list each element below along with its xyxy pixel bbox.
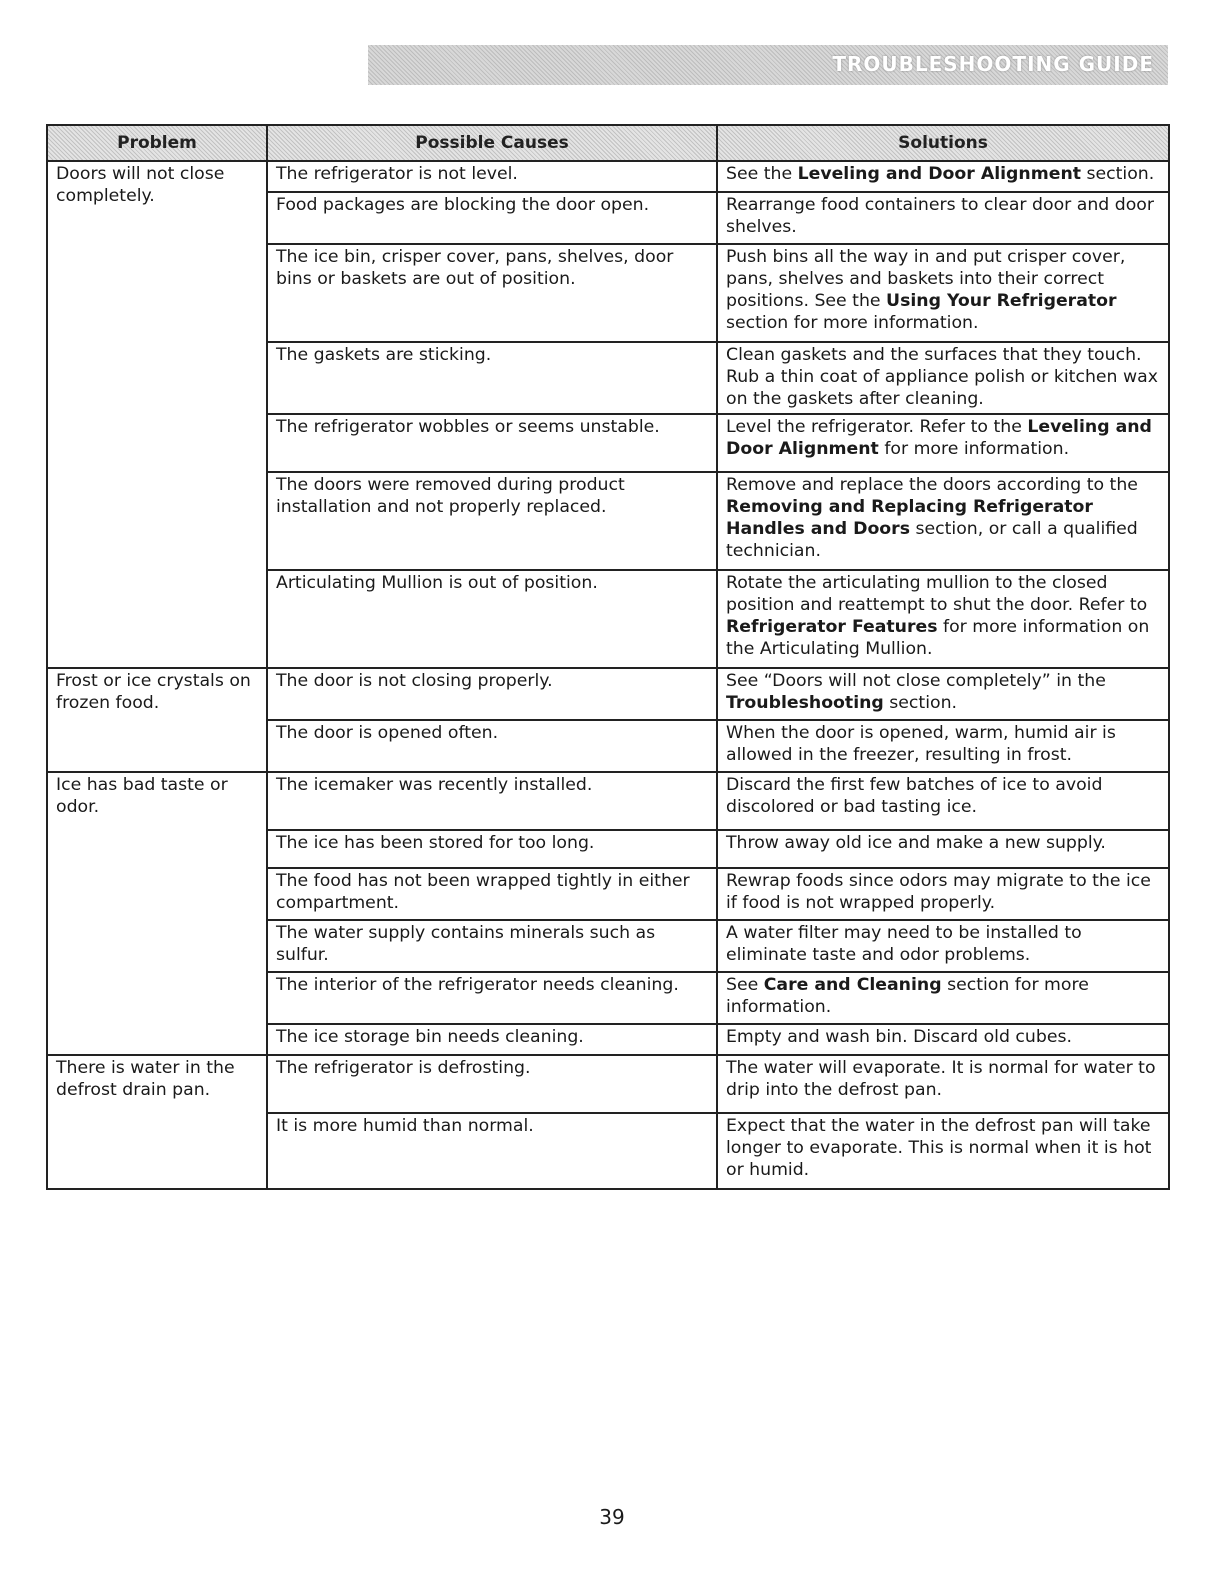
cause-cell: The icemaker was recently installed. xyxy=(267,772,717,830)
solution-text: section. xyxy=(883,693,958,713)
solution-cell xyxy=(717,570,1169,668)
solution-cell: Throw away old ice and make a new supply. xyxy=(717,830,1169,868)
table-row xyxy=(47,1055,1169,1113)
column-header-problem: Problem xyxy=(47,125,267,161)
problem-cell: Doors will not close completely. xyxy=(47,161,267,668)
cause-cell: The ice bin, crisper cover, pans, shelves, door bins or baskets are out of position. xyxy=(267,244,717,342)
cause-cell: Articulating Mullion is out of position. xyxy=(267,570,717,668)
cause-cell: The interior of the refrigerator needs cleaning. xyxy=(267,972,717,1024)
section-reference: Care and Cleaning xyxy=(763,975,942,995)
solution-text: Rotate the articulating mullion to the closed position and reattempt to shut the door. Refer to xyxy=(726,573,1148,615)
solution-cell xyxy=(717,972,1169,1024)
problem-cell: Frost or ice crystals on frozen food. xyxy=(47,668,267,772)
section-reference: Troubleshooting xyxy=(726,693,884,713)
solution-cell xyxy=(717,414,1169,472)
problem-cell: There is water in the defrost drain pan. xyxy=(47,1055,267,1189)
cause-cell: The door is not closing properly. xyxy=(267,668,717,720)
cause-cell: It is more humid than normal. xyxy=(267,1113,717,1189)
solution-cell xyxy=(717,668,1169,720)
cause-cell: The food has not been wrapped tightly in either compartment. xyxy=(267,868,717,920)
cause-cell: The ice has been stored for too long. xyxy=(267,830,717,868)
table-row xyxy=(47,668,1169,720)
cause-cell: The gaskets are sticking. xyxy=(267,342,717,414)
solution-cell: Discard the first few batches of ice to avoid discolored or bad tasting ice. xyxy=(717,772,1169,830)
solution-cell xyxy=(717,472,1169,570)
column-header-solutions: Solutions xyxy=(717,125,1169,161)
cause-cell: The door is opened often. xyxy=(267,720,717,772)
cause-cell: The refrigerator is defrosting. xyxy=(267,1055,717,1113)
page-number: 39 xyxy=(599,1505,625,1529)
solution-cell: Clean gaskets and the surfaces that they touch. Rub a thin coat of appliance polish or kitchen wax on the gaskets after cleaning. xyxy=(717,342,1169,414)
section-reference: Leveling and Door Alignment xyxy=(726,417,1152,459)
section-banner xyxy=(368,45,1168,85)
solution-text: Level the refrigerator. Refer to the xyxy=(726,417,1028,437)
solution-cell xyxy=(717,161,1169,192)
solution-cell: Expect that the water in the defrost pan will take longer to evaporate. This is normal when it is hot or humid. xyxy=(717,1113,1169,1189)
solution-text: for more information. xyxy=(878,439,1070,459)
cause-cell: The refrigerator is not level. xyxy=(267,161,717,192)
solution-cell: The water will evaporate. It is normal for water to drip into the defrost pan. xyxy=(717,1055,1169,1113)
section-reference: Refrigerator Features xyxy=(726,617,938,637)
solution-text: See the xyxy=(726,164,798,184)
solution-cell: A water filter may need to be installed to eliminate taste and odor problems. xyxy=(717,920,1169,972)
cause-cell: Food packages are blocking the door open. xyxy=(267,192,717,244)
section-title: TROUBLESHOOTING GUIDE xyxy=(832,52,1154,76)
solution-cell: Rearrange food containers to clear door and door shelves. xyxy=(717,192,1169,244)
solution-cell: Rewrap foods since odors may migrate to the ice if food is not wrapped properly. xyxy=(717,868,1169,920)
solution-cell: Empty and wash bin. Discard old cubes. xyxy=(717,1024,1169,1055)
cause-cell: The ice storage bin needs cleaning. xyxy=(267,1024,717,1055)
table-row xyxy=(47,161,1169,192)
section-reference: Using Your Refrigerator xyxy=(886,291,1117,311)
solution-cell xyxy=(717,244,1169,342)
solution-text: section, or call a qualified technician. xyxy=(726,519,1138,561)
section-reference: Removing and Replacing Refrigerator Handles and Doors xyxy=(726,497,1093,539)
column-header-causes: Possible Causes xyxy=(267,125,717,161)
cause-cell: The refrigerator wobbles or seems unstable. xyxy=(267,414,717,472)
table-header-row xyxy=(47,125,1169,161)
solution-text: See xyxy=(726,975,764,995)
section-reference: Leveling and Door Alignment xyxy=(797,164,1082,184)
problem-cell: Ice has bad taste or odor. xyxy=(47,772,267,1055)
solution-text: See “Doors will not close completely” in the xyxy=(726,671,1106,691)
solution-text: Remove and replace the doors according to the xyxy=(726,475,1138,495)
solution-text: for more information on the Articulating Mullion. xyxy=(726,617,1150,659)
troubleshooting-table xyxy=(46,124,1170,1190)
cause-cell: The water supply contains minerals such as sulfur. xyxy=(267,920,717,972)
solution-text: section. xyxy=(1081,164,1155,184)
solution-text: Push bins all the way in and put crisper cover, pans, shelves and baskets into their correct positions. See the xyxy=(726,247,1126,311)
solution-cell: When the door is opened, warm, humid air is allowed in the freezer, resulting in frost. xyxy=(717,720,1169,772)
cause-cell: The doors were removed during product installation and not properly replaced. xyxy=(267,472,717,570)
table-row xyxy=(47,772,1169,830)
solution-text: section for more information. xyxy=(726,975,1089,1017)
solution-text: section for more information. xyxy=(726,313,979,333)
